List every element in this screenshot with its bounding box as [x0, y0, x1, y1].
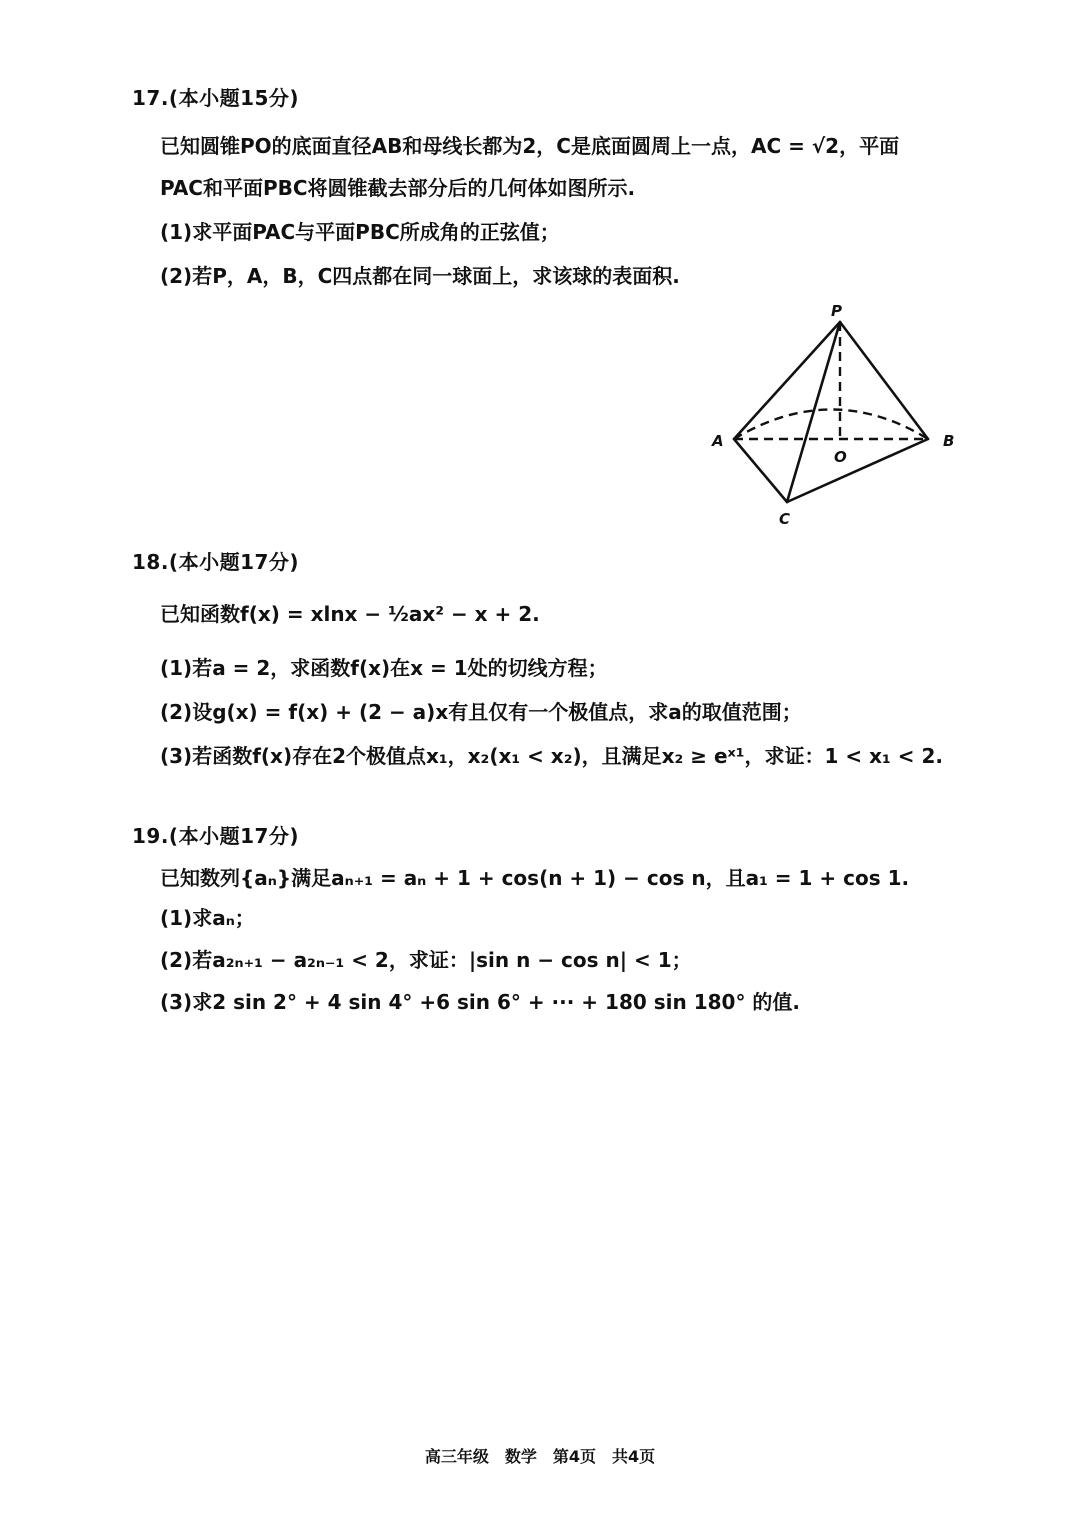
label-o: O: [834, 448, 847, 466]
page-footer: 高三年级 数学 第4页 共4页: [424, 1447, 656, 1466]
q18-part1: (1)若a = 2，求函数f(x)在x = 1处的切线方程；: [160, 656, 608, 680]
q17-line2: PAC和平面PBC将圆锥截去部分后的几何体如图所示.: [160, 176, 636, 200]
q17-line1: 已知圆锥PO的底面直径AB和母线长都为2，C是底面圆周上一点，AC = √2，平面: [160, 134, 900, 158]
q18-part2: (2)设g(x) = f(x) + (2 − a)x有且仅有一个极值点，求a的取值范围；: [160, 700, 802, 724]
label-a: A: [712, 432, 724, 450]
label-p: P: [831, 302, 842, 320]
cone-diagram: [700, 300, 970, 535]
q19-part3: (3)求2 sin 2° + 4 sin 4° +6 sin 6° + ··· + 180 sin 180° 的值.: [160, 990, 801, 1014]
edge-pc: [787, 322, 840, 502]
q18-part3: (3)若函数f(x)存在2个极值点x₁，x₂(x₁ < x₂)，且满足x₂ ≥ eˣ¹，求证：1 < x₁ < 2.: [160, 744, 943, 768]
q18-header: 18.(本小题17分): [132, 550, 300, 574]
q17-header: 17.(本小题15分): [132, 86, 300, 110]
base-arc-dashed: [734, 410, 928, 440]
edge-pb: [840, 322, 928, 439]
q17-part1: (1)求平面PAC与平面PBC所成角的正弦值；: [160, 220, 560, 244]
edge-bc: [787, 439, 928, 502]
q18-line1: 已知函数f(x) = xlnx − ½ax² − x + 2.: [160, 602, 540, 626]
q19-header: 19.(本小题17分): [132, 824, 300, 848]
label-c: C: [779, 510, 791, 528]
q19-part2: (2)若a₂ₙ₊₁ − a₂ₙ₋₁ < 2，求证：|sin n − cos n| < 1；: [160, 948, 692, 972]
q19-line1: 已知数列{aₙ}满足aₙ₊₁ = aₙ + 1 + cos(n + 1) − cos n，且a₁ = 1 + cos 1.: [160, 866, 910, 890]
edge-ac: [734, 439, 787, 502]
label-b: B: [943, 432, 955, 450]
q17-part2: (2)若P，A，B，C四点都在同一球面上，求该球的表面积.: [160, 264, 680, 288]
q19-part1: (1)求aₙ；: [160, 906, 255, 930]
cone-figure: [700, 300, 970, 535]
